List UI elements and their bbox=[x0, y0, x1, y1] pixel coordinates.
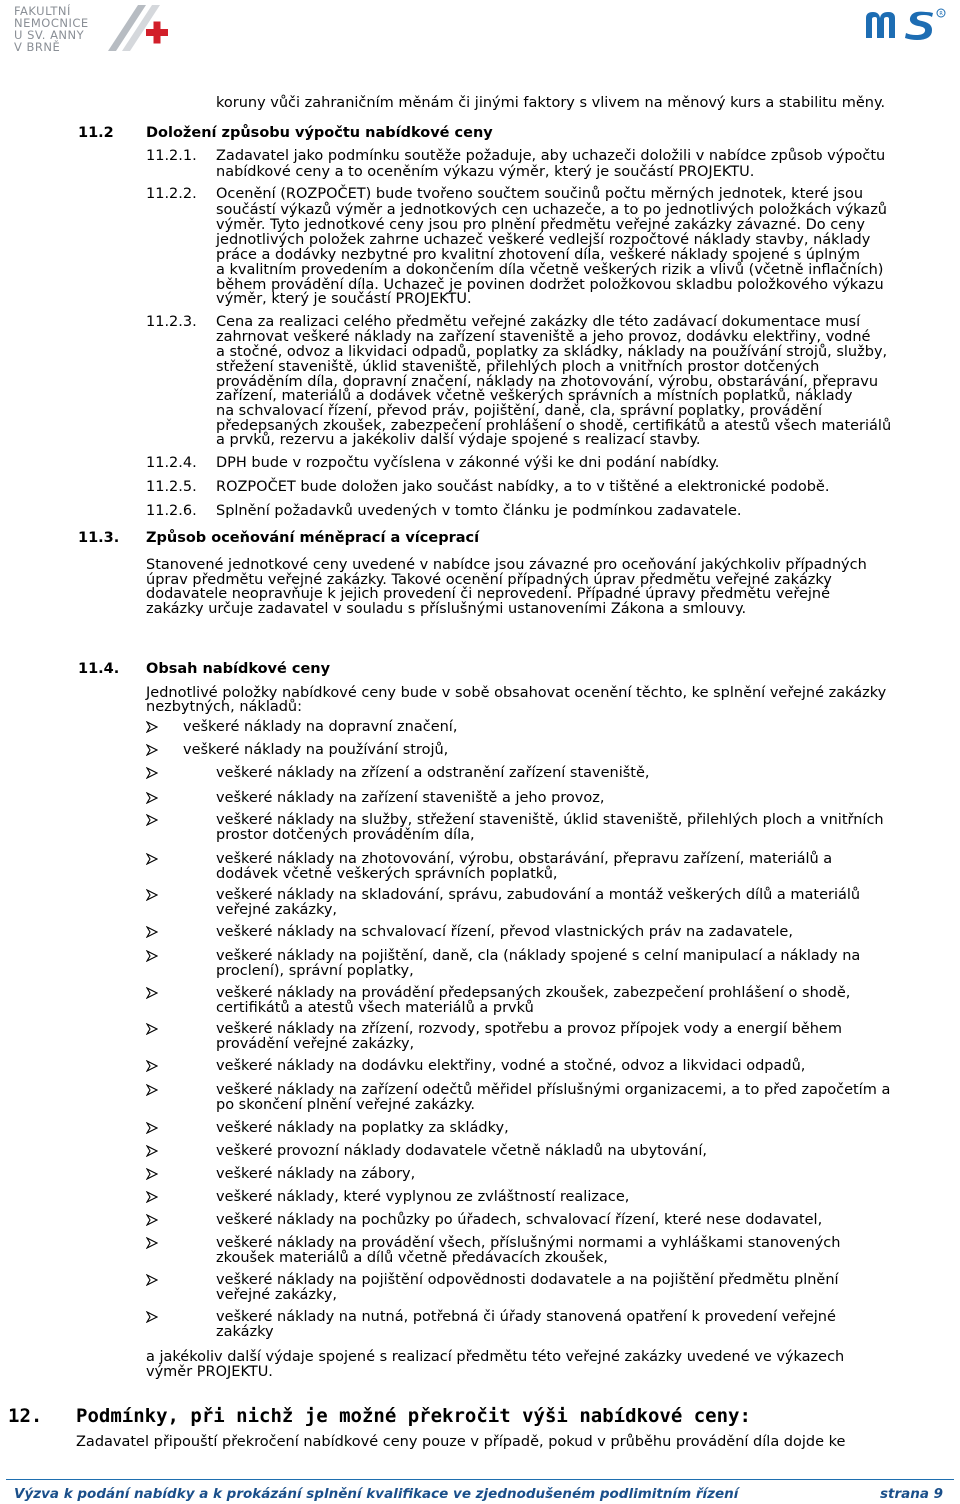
cost-item-line: veškeré náklady na skladování, správu, zabudování a montáž veškerých dílů a materiálů bbox=[216, 887, 861, 903]
clause-11-2-3-line: zahrnovat veškeré náklady na zařízení staveniště a jeho provoz, dodávku elektřiny, vodné bbox=[216, 329, 871, 345]
clause-11-2-2-number: 11.2.2. bbox=[146, 186, 197, 202]
cost-item-line: veškeré náklady na zařízení staveniště a jeho provoz, bbox=[216, 790, 605, 806]
clause-11-2-2-line: Ocenění (ROZPOČET) bude tvořeno součtem součinů počtu měrných jednotek, které jsou bbox=[216, 186, 864, 202]
cost-item-line: veškeré náklady na dopravní značení, bbox=[183, 719, 458, 735]
arrow-bullet-icon bbox=[146, 744, 158, 756]
section-11-2-title: Doložení způsobu výpočtu nabídkové ceny bbox=[146, 125, 493, 141]
clause-11-2-3-line: a prvků, rezervu a jakékoliv další výdaje spojené s realizací stavby. bbox=[216, 432, 701, 448]
logo-line-3: U SV. ANNY bbox=[14, 28, 85, 42]
arrow-bullet-icon bbox=[146, 792, 158, 804]
section-11-3-line: Stanovené jednotkové ceny uvedené v nabídce jsou závazné pro oceňování jakýchkoliv případných bbox=[146, 557, 867, 573]
clause-11-2-3-line: Cena za realizaci celého předmětu veřejné zakázky dle této zadávací dokumentace musí bbox=[216, 314, 861, 330]
cost-item-line: veškeré náklady na zařízení odečtů měřidel příslušnými organizacemi, a to před započetím a bbox=[216, 1082, 891, 1098]
arrow-bullet-icon bbox=[146, 814, 158, 826]
arrow-bullet-icon bbox=[146, 889, 158, 901]
clause-11-2-3-line: na schvalovací řízení, převod práv, pojištění, daně, cla, správní poplatky, provádění bbox=[216, 403, 823, 419]
clause-11-2-2-line: práce a dodávky nezbytné pro kvalitní zhotovení díla, veškeré náklady spojené s úplným bbox=[216, 247, 861, 263]
section-11-4-closing-line: výměr PROJEKTU. bbox=[146, 1364, 273, 1380]
arrow-bullet-icon bbox=[146, 767, 158, 779]
clause-11-2-2-line: výměr. Tyto jednotkové ceny jsou pro plnění předmětu veřejné zakázky závazné. Do ceny bbox=[216, 217, 865, 233]
arrow-bullet-icon bbox=[146, 1060, 158, 1072]
cost-item-line: certifikátů a atestů všech materiálů a prvků bbox=[216, 1000, 534, 1016]
section-11-3-title: Způsob oceňování méněprací a víceprací bbox=[146, 530, 480, 546]
clause-11-2-3-line: střežení staveniště, úklid staveniště, přilehlých ploch a vnitřních prostor dotčených bbox=[216, 359, 820, 375]
cost-item-line: veškeré náklady na dodávku elektřiny, vodné a stočné, odvoz a likvidaci odpadů, bbox=[216, 1058, 806, 1074]
clause-11-2-2-line: výměr, který je součástí PROJEKTU. bbox=[216, 291, 472, 307]
cost-item-line: veřejné zakázky, bbox=[216, 1287, 338, 1303]
section-12-title: Podmínky, při nichž je možné překročit výši nabídkové ceny: bbox=[76, 1405, 751, 1427]
clause-11-2-6-number: 11.2.6. bbox=[146, 503, 197, 519]
section-11-4-number: 11.4. bbox=[78, 661, 120, 677]
continuation-line: koruny vůči zahraničním měnám či jinými faktory s vlivem na měnový kurs a stabilitu měny. bbox=[216, 95, 886, 111]
cost-item-line: veškeré náklady na schvalovací řízení, převod vlastnických práv na zadavatele, bbox=[216, 924, 793, 940]
cost-item-line: prostor dotčených prováděním díla, bbox=[216, 827, 475, 843]
section-11-4-title: Obsah nabídkové ceny bbox=[146, 661, 331, 677]
cost-item-line: veškeré náklady na pojištění, daně, cla (náklady spojené s celní manipulací a náklady na bbox=[216, 948, 861, 964]
cost-item-line: po skončení plnění veřejné zakázky. bbox=[216, 1097, 476, 1113]
arrow-bullet-icon bbox=[146, 853, 158, 865]
footer-divider bbox=[6, 1479, 954, 1480]
cost-item-line: veškeré náklady, které vyplynou ze zvláštností realizace, bbox=[216, 1189, 630, 1205]
svg-text:R: R bbox=[939, 11, 943, 17]
logo-line-2: NEMOCNICE bbox=[14, 16, 89, 30]
arrow-bullet-icon bbox=[146, 1084, 158, 1096]
clause-11-2-3-line: předepsaných zkoušek, zabezpečení prohlášení o shodě, certifikátů a atestů všech materiálů bbox=[216, 418, 892, 434]
cost-item-line: veškeré náklady na provádění všech, příslušnými normami a vyhláškami stanovených bbox=[216, 1235, 841, 1251]
cost-item-line: veškeré náklady na poplatky za skládky, bbox=[216, 1120, 509, 1136]
arrow-bullet-icon bbox=[146, 950, 158, 962]
section-12-number: 12. bbox=[8, 1405, 43, 1427]
arrow-bullet-icon bbox=[146, 1122, 158, 1134]
cost-item-line: veškeré náklady na pochůzky po úřadech, schvalovací řízení, které nese dodavatel, bbox=[216, 1212, 823, 1228]
clause-11-2-3-line: zařízení, materiálů a dodávek včetně veškerých správních a místních poplatků, náklady bbox=[216, 388, 853, 404]
arrow-bullet-icon bbox=[146, 926, 158, 938]
clause-11-2-4-text: DPH bude v rozpočtu vyčíslena v zákonné výši ke dni podání nabídky. bbox=[216, 455, 720, 471]
clause-11-2-3-number: 11.2.3. bbox=[146, 314, 197, 330]
clause-11-2-3-line: a stočné, odvoz a likvidaci odpadů, poplatky za skládky, náklady na používání strojů, služby, bbox=[216, 344, 888, 360]
arrow-bullet-icon bbox=[146, 1191, 158, 1203]
arrow-bullet-icon bbox=[146, 1237, 158, 1249]
clause-11-2-1-line: Zadavatel jako podmínku soutěže požaduje, aby uchazeči doložili v nabídce způsob výpočtu bbox=[216, 148, 886, 164]
clause-11-2-3-line: prováděním díla, dopravní značení, náklady na zhotovování, výrobu, obstarávání, přepravu bbox=[216, 374, 879, 390]
arrow-bullet-icon bbox=[146, 987, 158, 999]
section-11-3-line: úprav předmětu veřejné zakázky. Takové ocenění případných úprav předmětu veřejné zakázky bbox=[146, 572, 832, 588]
clause-11-2-2-line: a kvalitním provedením a dokončením díla včetně veškerých rizik a vlivů (včetně inflačních) bbox=[216, 262, 884, 278]
logo-line-4: V BRNĚ bbox=[14, 40, 61, 54]
clause-11-2-4-number: 11.2.4. bbox=[146, 455, 197, 471]
clause-11-2-2-line: jednotlivých položek zahrne uchazeč veškeré vedlejší rozpočtové náklady stavby, náklady bbox=[216, 232, 871, 248]
clause-11-2-1-number: 11.2.1. bbox=[146, 148, 197, 164]
cost-item-line: veškeré náklady na zřízení, rozvody, spotřebu a provoz přípojek vody a energií během bbox=[216, 1021, 842, 1037]
cost-item-line: veškeré náklady na nutná, potřebná či úřady stanovená opatření k provedení veřejné bbox=[216, 1309, 836, 1325]
cost-item-line: veškeré náklady na používání strojů, bbox=[183, 742, 449, 758]
section-11-4-intro-line: nezbytných, nákladů: bbox=[146, 699, 303, 715]
arrow-bullet-icon bbox=[146, 1311, 158, 1323]
cost-item-line: zakázky bbox=[216, 1324, 274, 1340]
footer-title: Výzva k podání nabídky a k prokázání splnění kvalifikace ve zjednodušeném podlimitním řízení bbox=[14, 1486, 739, 1502]
cost-item-line: proclení), správní poplatky, bbox=[216, 963, 414, 979]
cost-item-line: dodávek včetně veškerých správních poplatků, bbox=[216, 866, 558, 882]
clause-11-2-1-line: nabídkové ceny a to oceněním výkazu výměr, který je součástí PROJEKTU. bbox=[216, 164, 755, 180]
cost-item-line: veškeré náklady na služby, střežení staveniště, úklid staveniště, přilehlých ploch a vnitřních bbox=[216, 812, 884, 828]
cost-item-line: veškeré provozní náklady dodavatele včetně nákladů na ubytování, bbox=[216, 1143, 707, 1159]
cost-item-line: veškeré náklady na zřízení a odstranění zařízení staveniště, bbox=[216, 765, 650, 781]
arrow-bullet-icon bbox=[146, 1168, 158, 1180]
arrow-bullet-icon bbox=[146, 1214, 158, 1226]
section-11-2-number: 11.2 bbox=[78, 125, 114, 141]
clause-11-2-5-text: ROZPOČET bude doložen jako součást nabídky, a to v tištěné a elektronické podobě. bbox=[216, 479, 830, 495]
footer-page-number: strana 9 bbox=[880, 1486, 944, 1502]
section-11-4-closing-line: a jakékoliv další výdaje spojené s realizací předmětu této veřejné zakázky uvedené ve výkazech bbox=[146, 1349, 845, 1365]
section-11-3-line: zakázky určuje zadavatel v souladu s příslušnými ustanoveními Zákona a smlouvy. bbox=[146, 601, 747, 617]
clause-11-2-6-text: Splnění požadavků uvedených v tomto článku je podmínkou zadavatele. bbox=[216, 503, 742, 519]
cost-item-line: veškeré náklady na provádění předepsaných zkoušek, zabezpečení prohlášení o shodě, bbox=[216, 985, 851, 1001]
cost-item-line: veškeré náklady na zábory, bbox=[216, 1166, 416, 1182]
page-footer bbox=[0, 1476, 960, 1504]
clause-11-2-2-line: součástí výkazů výměr a jednotkových cen uchazeče, a to po jednotlivých položkách výkazů bbox=[216, 202, 887, 218]
arrow-bullet-icon bbox=[146, 1023, 158, 1035]
cost-item-line: zkoušek materiálů a dílů včetně předávacích zkoušek, bbox=[216, 1250, 608, 1266]
cost-item-line: veškeré náklady na zhotovování, výrobu, obstarávání, přepravu zařízení, materiálů a bbox=[216, 851, 833, 867]
section-11-3-number: 11.3. bbox=[78, 530, 120, 546]
arrow-bullet-icon bbox=[146, 1274, 158, 1286]
clause-11-2-2-line: během provádění díla. Uchazeč je povinen dodržet položkovou skladbu položkového výkazu bbox=[216, 277, 884, 293]
arrow-bullet-icon bbox=[146, 721, 158, 733]
cost-item-line: veřejné zakázky, bbox=[216, 902, 338, 918]
section-12-text: Zadavatel připouští překročení nabídkové ceny pouze v případě, pokud v průběhu provádění díla dojde ke bbox=[76, 1434, 846, 1450]
arrow-bullet-icon bbox=[146, 1145, 158, 1157]
cost-item-line: veškeré náklady na pojištění odpovědnosti dodavatele a na pojištění předmětu plnění bbox=[216, 1272, 839, 1288]
logo-line-1: FAKULTNÍ bbox=[14, 4, 71, 18]
cost-item-line: provádění veřejné zakázky, bbox=[216, 1036, 415, 1052]
section-11-4-intro-line: Jednotlivé položky nabídkové ceny bude v sobě obsahovat ocenění těchto, ke splnění veřejné zakázky bbox=[146, 685, 887, 701]
clause-11-2-5-number: 11.2.5. bbox=[146, 479, 197, 495]
section-11-3-line: dodavatele neopravňuje k jejich provedení či neprovedení. Případné úpravy předmětu veřejné bbox=[146, 586, 831, 602]
